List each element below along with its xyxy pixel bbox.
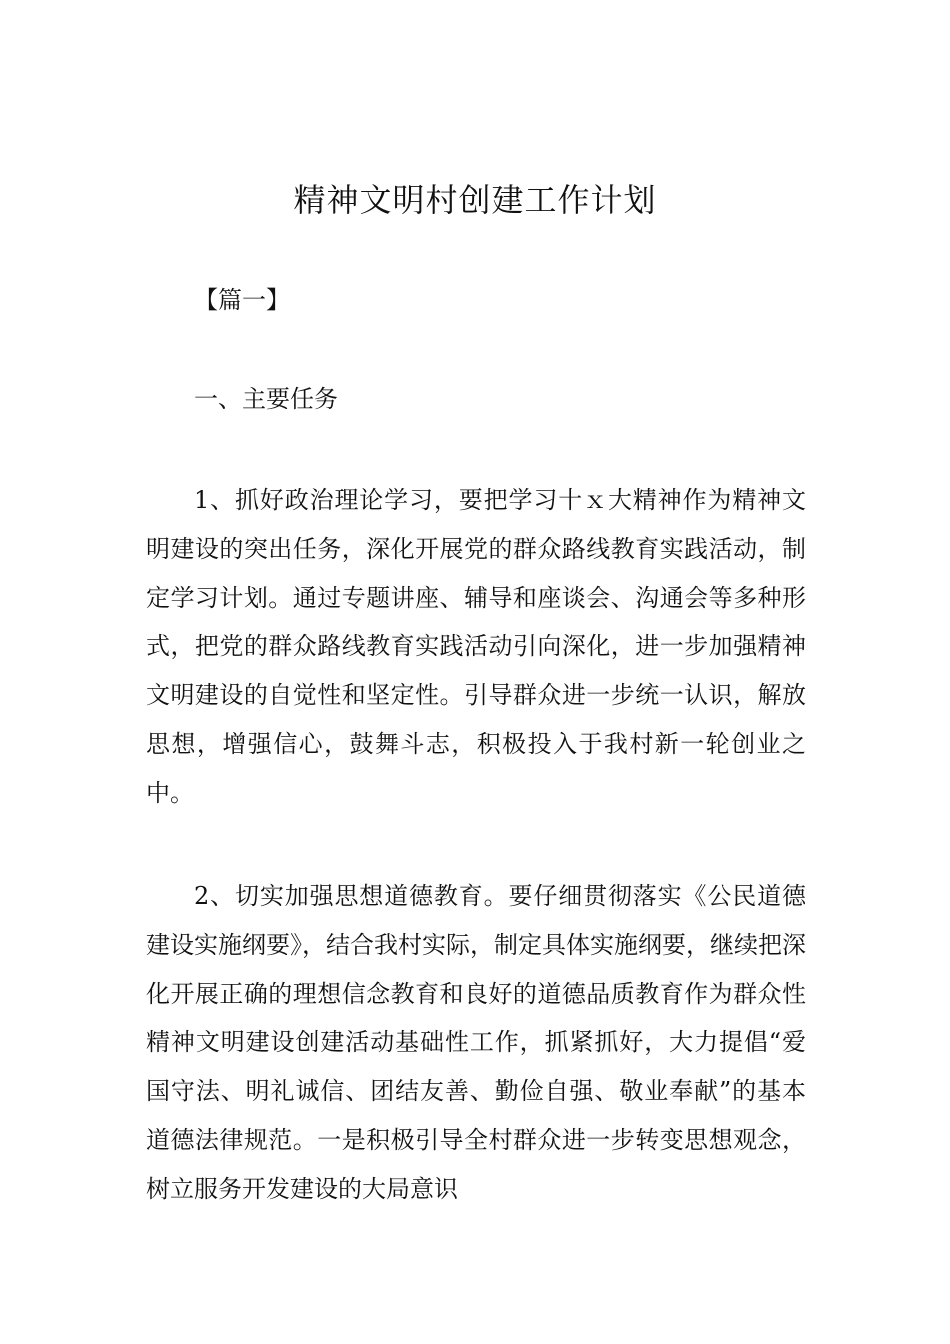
paragraph-2: 2、切实加强思想道德教育。要仔细贯彻落实《公民道德建设实施纲要》，结合我村实际，制定具体实施纲要，继续把深化开展正确的理想信念教育和良好的道德品质教育作为群众性精神文明建设创建活动基础性工作，抓紧抓好，大力提倡“爱国守法、明礼诚信、团结友善、勤俭自强、敬业奉献”的基本道德法律规范。一是积极引导全村群众进一步转变思想观念，树立服务开发建设的大局意识 xyxy=(146,882,806,1203)
paragraph-1: 1、抓好政治理论学习，要把学习十ｘ大精神作为精神文明建设的突出任务，深化开展党的群众路线教育实践活动，制定学习计划。通过专题讲座、辅导和座谈会、沟通会等多种形式，把党的群众路线教育实践活动引向深化，进一步加强精神文明建设的自觉性和坚定性。引导群众进一步统一认识，解放思想，增强信心，鼓舞斗志，积极投入于我村新一轮创业之中。 xyxy=(146,486,806,807)
section-heading: 一、主要任务 xyxy=(194,385,338,413)
document-title: 精神文明村创建工作计划 xyxy=(293,181,657,219)
part-label: 【篇一】 xyxy=(194,286,290,314)
